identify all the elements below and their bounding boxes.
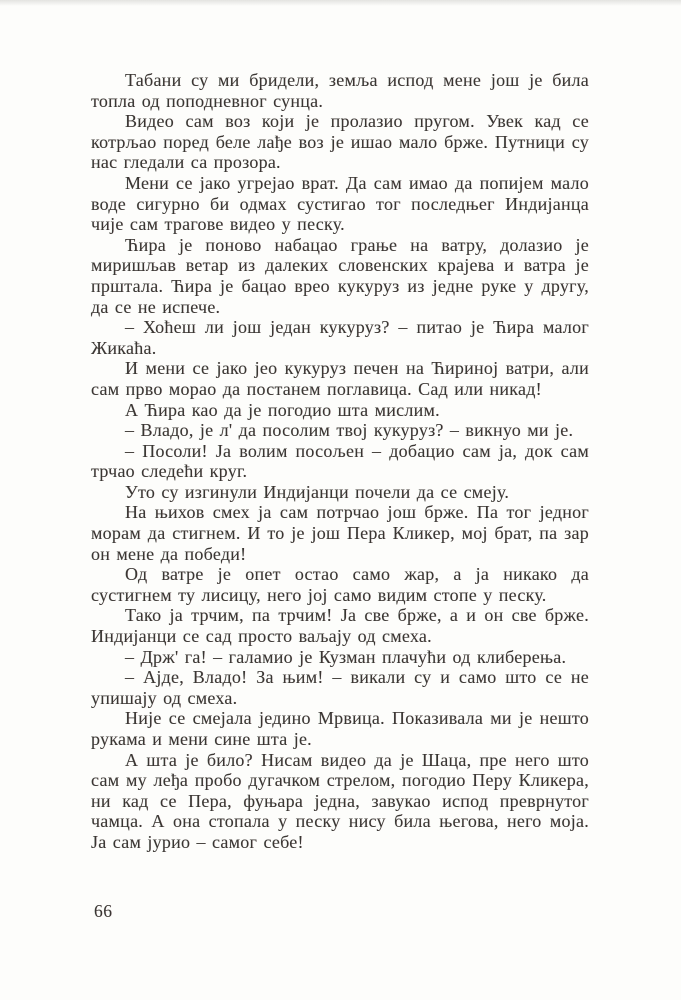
paragraph-dialogue: – Владо, је л' да посолим твој кукуруз? – викнуо ми је.: [125, 420, 574, 441]
paragraph: Уто су изгинули Индијанци почели да се смеју.: [125, 481, 510, 502]
paragraph: Тако ја трчим, па трчим! Ја све брже, а и он све брже. Индијанци се сад просто ваљају од смеха.: [91, 605, 589, 647]
paragraph: Табани су ми бридели, земља испод мене још је била топла од поподневног сунца.: [91, 70, 589, 111]
paragraph: Од ватре је опет остао само жар, а ја никако да сустигнем ту лисицу, него јој само видим стопе у песку.: [91, 564, 589, 605]
paragraph-dialogue: – Ајде, Владо! За њим! – викали су и само што се не упишају од смеха.: [91, 667, 589, 708]
paragraph: Није се смејала једино Мрвица. Показивала ми је нешто рукама и мени сине шта је.: [91, 708, 589, 749]
paragraph-dialogue: – Посоли! Ја волим посољен – добацио сам ја, док сам трчао следећи круг.: [91, 440, 589, 482]
paragraph: И мени се јако јео кукуруз печен на Ћириној ватри, али сам прво морао да постанем поглавица. Сад или никад!: [91, 358, 589, 399]
paragraph-dialogue: – Држ' га! – галамио је Кузман плачући од клиберења.: [125, 646, 567, 667]
paragraph-dialogue: – Хоћеш ли још један кукуруз? – питао је Ћира малог Жикаћа.: [91, 317, 589, 358]
paragraph: Ћира је поново набацао грање на ватру, долазио је миришљав ветар из далеких словенских крајева и ватра је прштала. Ћира је бацао врео кукуруз из једне руке у другу, да се не испече.: [91, 234, 589, 317]
paragraph: Видео сам воз који је пролазио пругом. Увек кад се котрљао поред беле лађе воз је ишао мало брже. Путници су нас гледали са прозора.: [91, 111, 589, 173]
page-text: [91, 70, 589, 853]
paragraph: Мени се јако угрејао врат. Да сам имао да попијем мало воде сигурно би одмах сустигао тог последњег Индијанца чије сам трагове видео у песку.: [91, 172, 589, 235]
paragraph: А Ћира као да је погодио шта мислим.: [125, 399, 440, 420]
paragraph: А шта је било? Нисам видео да је Шаца, пре него што сам му леђа пробо дугачком стрелом, погодио Перу Кликера, ни кад се Пера, фуњара једна, завукао испод преврнутог чамца. А она стопала у песку нису била његова, него моја. Ја сам јурио – самог себе!: [91, 749, 589, 852]
scan-edge-artifact: [0, 0, 681, 6]
paragraph: На њихов смех ја сам потрчао још брже. Па тог једног морам да стигнем. И то је још Пера Кликер, мој брат, па зар он мене да победи!: [91, 502, 589, 564]
page-number: 66: [94, 901, 113, 921]
